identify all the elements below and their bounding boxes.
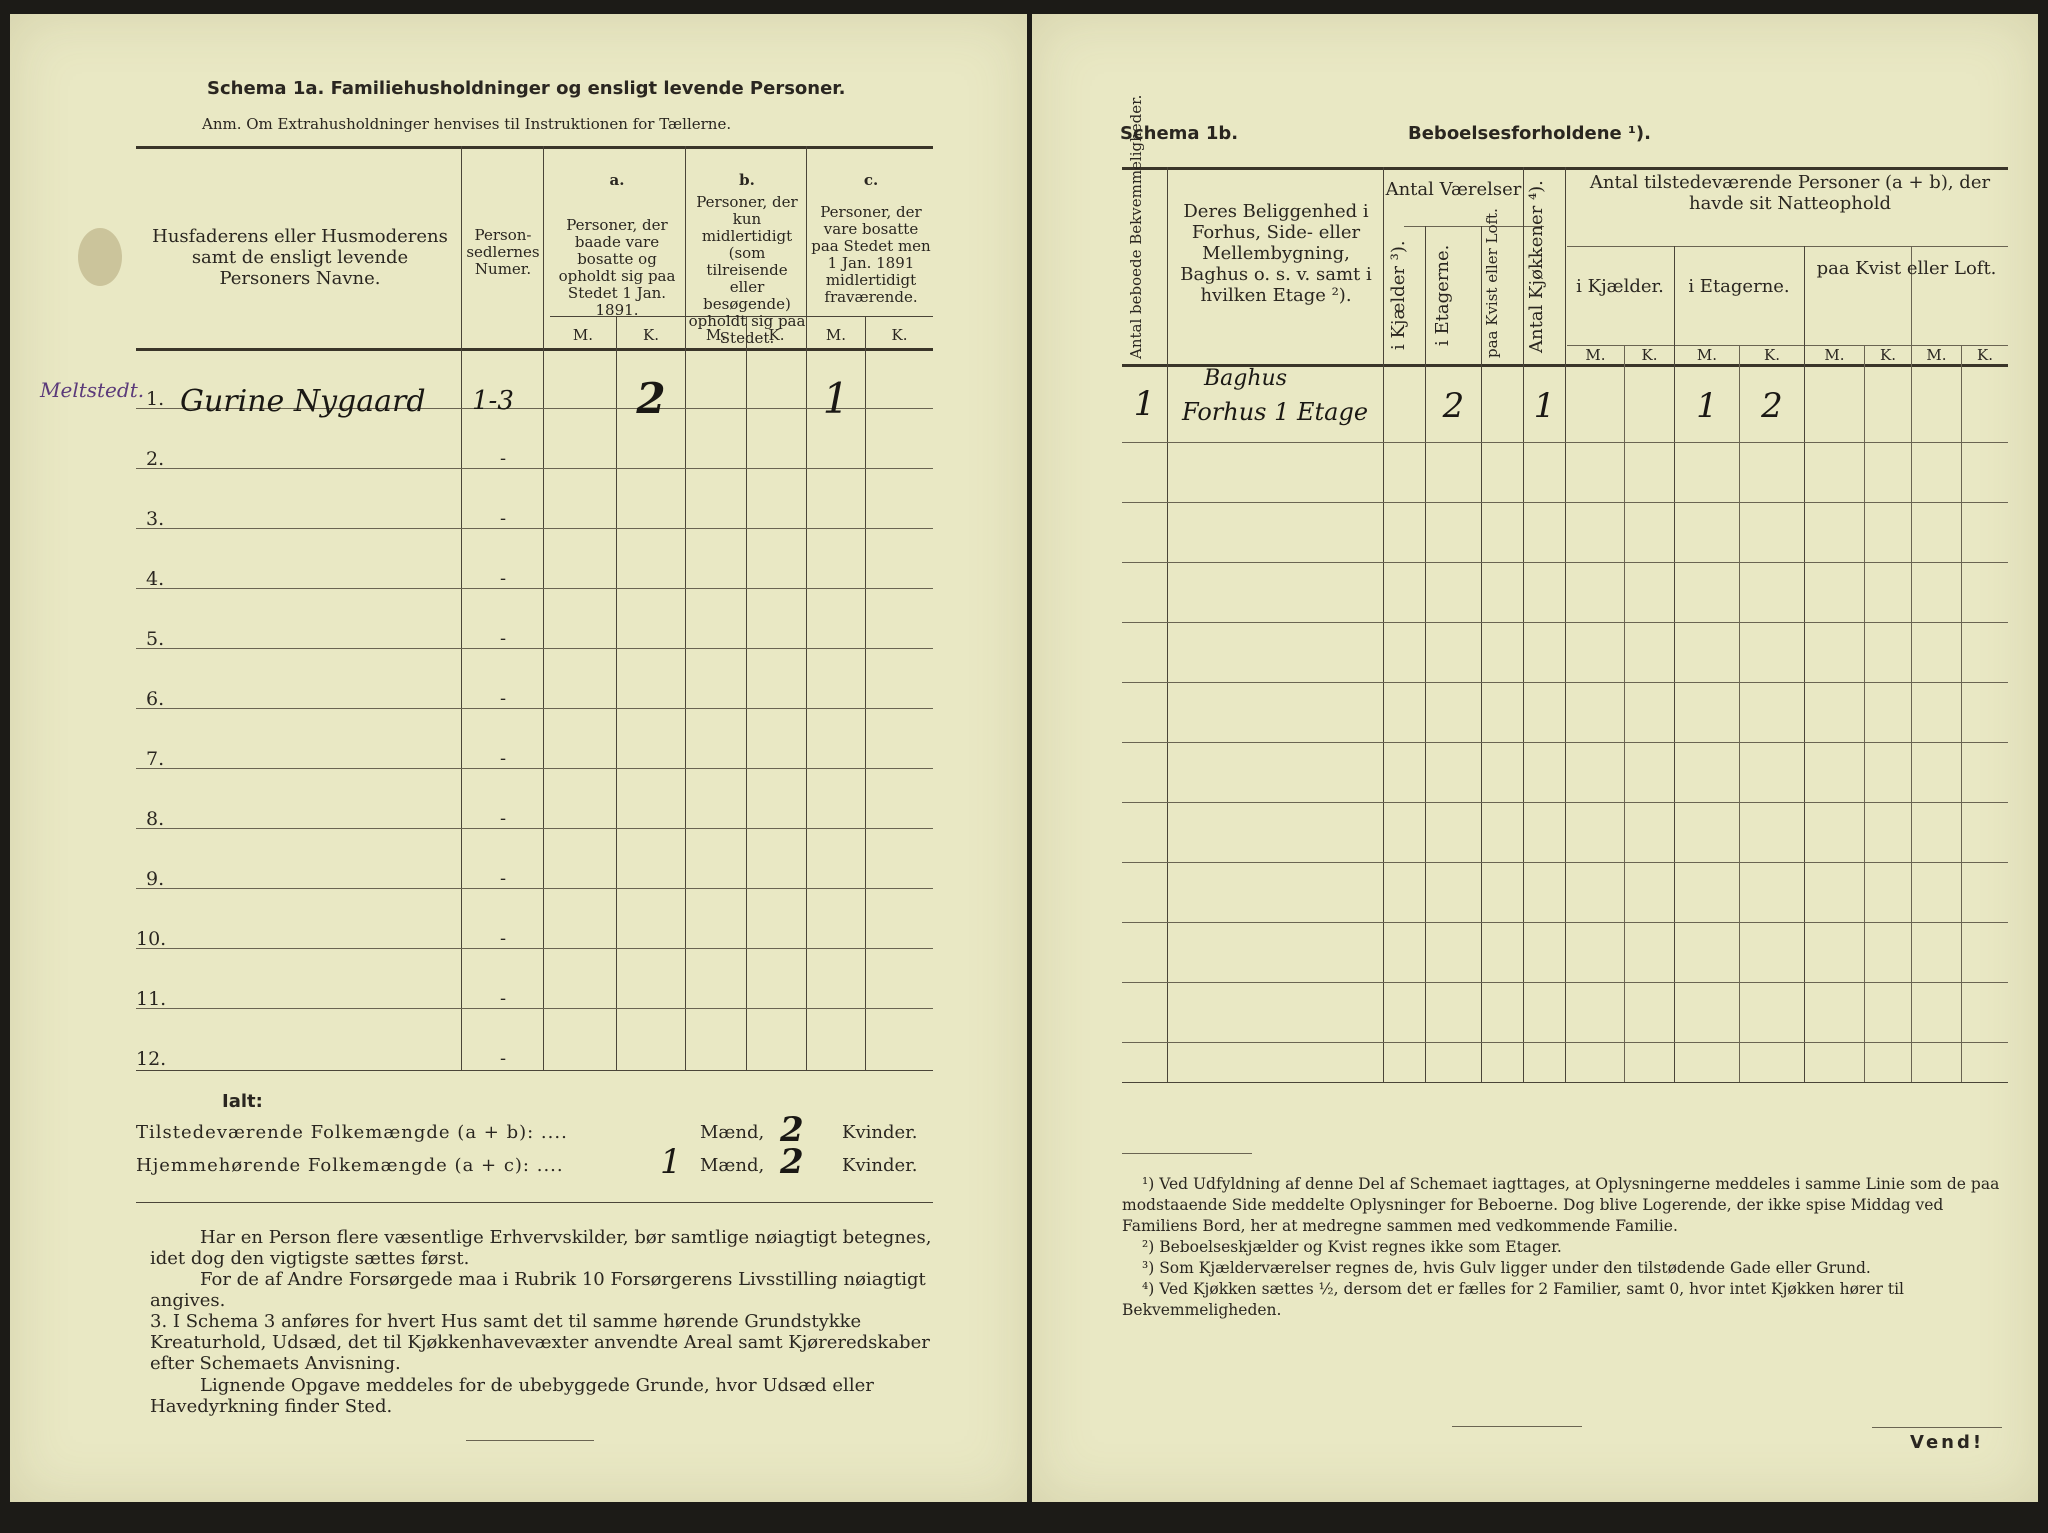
row-rule: [136, 828, 933, 829]
row-rule: [1122, 982, 2008, 983]
row-number: 7.: [146, 748, 165, 770]
table-bottom-rule: [136, 1070, 933, 1071]
header-kjokkener: Antal Kjøkkener ⁴).: [1526, 180, 1547, 353]
header-num: Personsedlernes Numer.: [466, 226, 540, 278]
row1-vaerelser-etagerne: 2: [1442, 386, 1465, 426]
row1-antal: 1: [1133, 384, 1156, 424]
row-rule: [136, 948, 933, 949]
tilstede-label: Tilstedeværende Folkemængde (a + b): ....: [136, 1122, 568, 1143]
col-divider: [1481, 226, 1482, 1082]
row-rule: [1122, 622, 2008, 623]
schema-1b-title: Schema 1b.: [1120, 123, 1239, 144]
header-c-m: M.: [825, 326, 847, 344]
col-divider-b: [746, 316, 747, 1070]
col-divider: [1911, 246, 1912, 1082]
tilstede-maend-label: Mænd,: [700, 1122, 765, 1143]
header-names: Husfaderens eller Husmoderens samt de ensligt levende Personers Navne.: [152, 226, 448, 289]
col-divider-bc: [806, 146, 807, 1070]
schema-1b-subtitle: Beboelsesforholdene ¹).: [1408, 123, 1651, 144]
header-c-k: K.: [891, 326, 908, 344]
table-top-rule: [136, 146, 933, 149]
row1-name: Gurine Nygaard: [180, 384, 426, 419]
footnote-2: ²) Beboelseskjælder og Kvist regnes ikke som Etager.: [1142, 1238, 1562, 1256]
row-num-dash: -: [500, 928, 507, 949]
col-divider: [1961, 345, 1962, 1082]
col-divider: [1565, 167, 1566, 1082]
row1-kjokkener: 1: [1533, 386, 1556, 426]
row-number: 3.: [146, 508, 165, 530]
row-rule: [136, 528, 933, 529]
end-rule: [466, 1440, 594, 1441]
col-divider-name: [461, 146, 462, 1070]
header-b-letter: b.: [739, 171, 755, 189]
footnote-1: ¹) Ved Udfyldning af denne Del af Schemaet iagttages, at Oplysningerne meddeles i samme Linie som de paa modstaaende Side meddelte Oplysninger for Beboerne. Dog blive Logerende, der ikke spise Middag ved Familiens Bord, her at medregne sammen med vedkommende Familie.: [1122, 1175, 2000, 1235]
header-bottom-rule: [136, 348, 933, 351]
margin-note: Meltstedt.: [40, 378, 145, 402]
stain: [78, 228, 122, 286]
header-beliggenhed: Deres Beliggenhed i Forhus, Side- eller Mellembygning, Baghus o. s. v. samt i hvilken Etage ²).: [1180, 201, 1372, 306]
row-rule: [136, 708, 933, 709]
row-rule: [136, 888, 933, 889]
header-p-kjaelder: i Kjælder.: [1576, 276, 1664, 297]
col-divider: [1624, 345, 1625, 1082]
header-mk-k: K.: [1977, 346, 1993, 364]
instruction-4: Lignende Opgave meddeles for de ubebyggede Grunde, hvor Udsæd eller Havedyrkning finder Sted.: [150, 1375, 874, 1417]
tilstede-kvinder-value: 2: [780, 1110, 804, 1150]
hjemme-maend-label: Mænd,: [700, 1155, 765, 1176]
row-rule: [136, 468, 933, 469]
row-rule: [136, 648, 933, 649]
row-number: 2.: [146, 448, 165, 470]
header-a-m: M.: [572, 326, 594, 344]
instruction-2: For de af Andre Forsørgede maa i Rubrik 10 Forsørgerens Livsstilling nøiagtigt angives.: [150, 1269, 926, 1311]
row1-beliggenhed-top: Baghus: [1204, 366, 1287, 391]
footnote-rule: [1122, 1153, 1252, 1154]
row-number: 8.: [146, 808, 165, 830]
row-num-dash: -: [500, 628, 507, 649]
vend-rule: [1872, 1427, 2002, 1428]
row-number: 1.: [146, 388, 165, 410]
col-divider-c: [865, 316, 866, 1070]
row-number: 10.: [136, 928, 167, 950]
hjemme-kvinder-label: Kvinder.: [842, 1155, 918, 1176]
header-antal-bek: Antal beboede Bekvemmeligheder.: [1127, 94, 1145, 359]
hjemme-kvinder-value: 2: [780, 1142, 804, 1182]
instruction-3: 3. I Schema 3 anføres for hvert Hus samt det til samme hørende Grundstykke Kreaturhold, Udsæd, det til Kjøkkenhavevæxter anvendte Areal samt Kjøreredskaber efter Schemaets Anvisning.: [150, 1311, 930, 1374]
ialt-label: Ialt:: [222, 1091, 263, 1112]
schema-1a-title: Schema 1a. Familiehusholdninger og ensligt levende Personer.: [207, 78, 846, 99]
col-divider: [1167, 167, 1168, 1082]
header-kjaelder: i Kjælder ³).: [1388, 240, 1409, 350]
row-rule: [1122, 442, 2008, 443]
header-vaerelser: Antal Værelser: [1385, 179, 1522, 200]
row-number: 11.: [136, 988, 167, 1010]
row-rule: [1122, 1042, 2008, 1043]
col-divider: [1425, 226, 1426, 1082]
header-a-letter: a.: [609, 171, 625, 189]
row-rule: [1122, 922, 2008, 923]
col-divider-ab: [685, 146, 686, 1070]
col-divider: [1864, 345, 1865, 1082]
footnote-4: ⁴) Ved Kjøkken sættes ½, dersom det er fælles for 2 Familier, samt 0, hvor intet Kjøkken hører til Bekvemmeligheden.: [1122, 1280, 1904, 1319]
row1-beliggenhed: Forhus 1 Etage: [1182, 398, 1369, 426]
col-divider-num: [543, 146, 544, 1070]
vend-label: Vend!: [1910, 1432, 1985, 1453]
col-divider: [1739, 345, 1740, 1082]
footnotes: [1122, 1174, 2008, 1321]
row-number: 4.: [146, 568, 165, 590]
row-rule: [136, 1008, 933, 1009]
header-mk-k: K.: [1880, 346, 1896, 364]
end-rule: [1452, 1426, 1582, 1427]
row-num-dash: -: [500, 868, 507, 889]
instruction-1: Har en Person flere væsentlige Erhvervskilder, bør samtlige nøiagtigt betegnes, idet dog den vigtigste sættes først.: [150, 1227, 932, 1269]
footnote-3: ³) Som Kjælderværelser regnes de, hvis Gulv ligger under den tilstødende Gade eller Grund.: [1142, 1259, 1871, 1277]
row1-c-m: 1: [822, 374, 850, 423]
row-rule: [1122, 802, 2008, 803]
hjemme-maend-value: 1: [660, 1142, 682, 1182]
col-divider: [1804, 246, 1805, 1082]
header-a-k: K.: [643, 326, 659, 344]
header-mk-k: K.: [1641, 346, 1658, 364]
row-rule: [1122, 562, 2008, 563]
header-mk-m: M.: [1926, 346, 1947, 364]
row1-num: 1-3: [472, 386, 514, 416]
row-num-dash: -: [500, 1048, 507, 1069]
header-mk-m: M.: [1696, 346, 1718, 364]
row-num-dash: -: [500, 748, 507, 769]
header-c: Personer, der vare bosatte paa Stedet men 1 Jan. 1891 midlertidigt fraværende.: [811, 203, 931, 306]
header-kvist: paa Kvist eller Loft.: [1483, 208, 1501, 358]
tilstede-kvinder-label: Kvinder.: [842, 1122, 918, 1143]
row-rule: [1122, 742, 2008, 743]
header-b-m: M.: [705, 326, 727, 344]
row-number: 6.: [146, 688, 165, 710]
header-mk-m: M.: [1585, 346, 1606, 364]
header-c-letter: c.: [863, 171, 879, 189]
row-rule: [1122, 502, 2008, 503]
row1-etagerne-m: 1: [1696, 386, 1718, 426]
row-number: 12.: [136, 1048, 167, 1070]
col-divider: [1523, 167, 1524, 1082]
row-number: 9.: [146, 868, 165, 890]
header-personer: Antal tilstedeværende Personer (a + b), der havde sit Natteophold: [1589, 172, 1991, 214]
row1-a-k: 2: [636, 374, 666, 423]
row-num-dash: -: [500, 568, 507, 589]
row-num-dash: -: [500, 448, 507, 469]
row-num-dash: -: [500, 808, 507, 829]
right-page: [1032, 14, 2038, 1502]
header-p-kvist: paa Kvist eller Loft.: [1816, 258, 1997, 279]
left-page: [10, 14, 1027, 1502]
col-divider-a: [616, 316, 617, 1070]
table-bottom-rule: [1122, 1082, 2008, 1083]
header-a: Personer, der baade vare bosatte og opholdt sig paa Stedet 1 Jan. 1891.: [558, 216, 676, 319]
header-mk-k: K.: [1764, 346, 1780, 364]
col-divider: [1674, 246, 1675, 1082]
schema-1a-note: Anm. Om Extrahusholdninger henvises til Instruktionen for Tællerne.: [202, 115, 732, 133]
row-num-dash: -: [500, 688, 507, 709]
row-rule: [136, 588, 933, 589]
header-mk-m: M.: [1824, 346, 1845, 364]
row-number: 5.: [146, 628, 165, 650]
header-b: Personer, der kun midlertidigt (som tilreisende eller besøgende) opholdt sig paa Stedet.: [688, 193, 806, 347]
hjemme-label: Hjemmehørende Folkemængde (a + c): ....: [136, 1155, 564, 1176]
totals-bottom-rule: [136, 1202, 933, 1203]
row-rule: [1122, 862, 2008, 863]
row-rule: [136, 768, 933, 769]
header-etagerne: i Etagerne.: [1432, 244, 1453, 346]
header-b-k: K.: [768, 326, 785, 344]
row1-etagerne-k: 2: [1761, 386, 1783, 426]
row-num-dash: -: [500, 508, 507, 529]
header-p-etagerne: i Etagerne.: [1688, 276, 1790, 297]
col-divider: [1383, 167, 1384, 1082]
row-num-dash: -: [500, 988, 507, 1009]
row-rule: [1122, 682, 2008, 683]
personer-rule: [1567, 246, 2008, 247]
